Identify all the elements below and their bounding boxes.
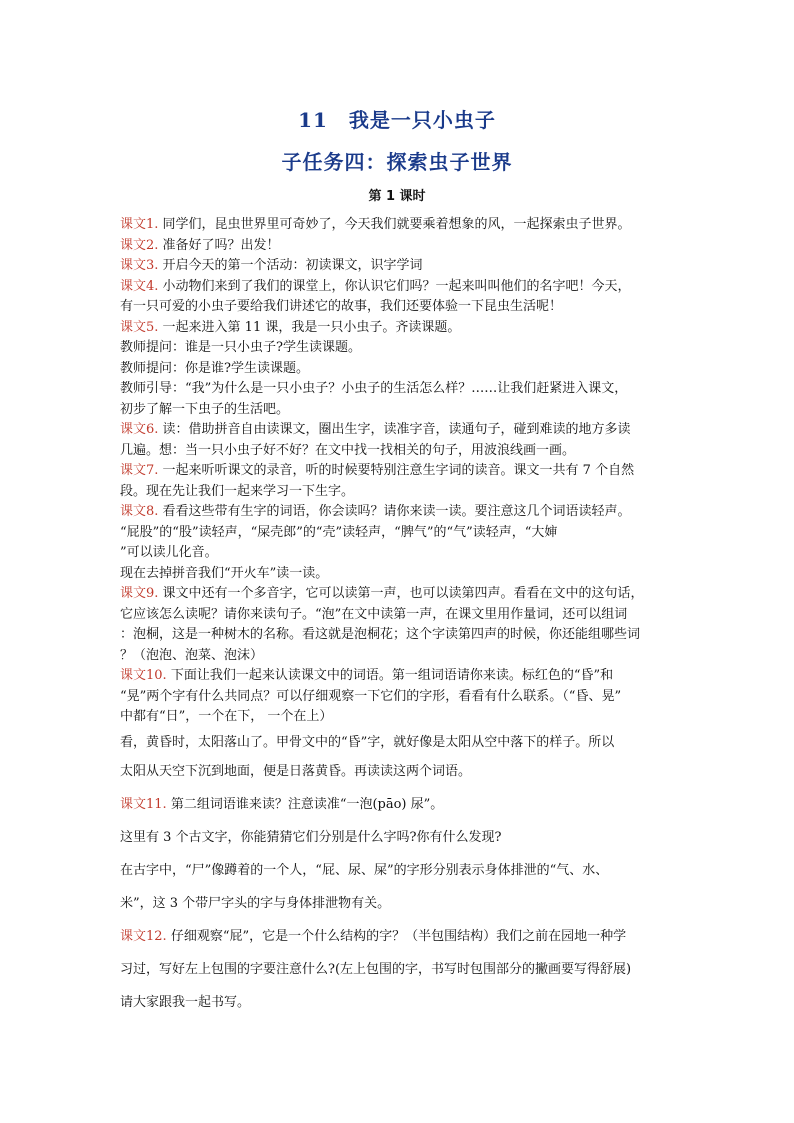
line-text: 看，黄昏时，太阳落山了。甲骨文中的“昏”字，就好像是太阳从空中落下的样子。所以 bbox=[120, 734, 615, 750]
lesson-body bbox=[120, 215, 686, 1017]
paragraph-line bbox=[120, 564, 686, 585]
line-text: 中都有“日”，一个在下， 一个在上） bbox=[120, 709, 333, 724]
line-text: 请大家跟我一起书写。 bbox=[120, 994, 251, 1010]
line-text: 现在去掉拼音我们“开火车”读一读。 bbox=[120, 565, 329, 581]
section-label: 课文4. bbox=[120, 278, 159, 294]
line-text: 这里有 3 个古文字，你能猜猜它们分别是什么字吗?你有什么发现? bbox=[120, 829, 502, 845]
paragraph-line bbox=[120, 757, 686, 786]
section-label: 课文6. bbox=[120, 422, 159, 437]
line-text: 第二组词语谁来读？注意读准“一泡(pāo) 尿”。 bbox=[166, 796, 444, 812]
section-label: 课文9. bbox=[120, 586, 159, 601]
paragraph-line bbox=[120, 277, 686, 298]
line-text: 它应该怎么读呢？请你来读句子。“泡”在文中读第一声，在课文里用作量词，还可以组词 bbox=[120, 606, 628, 622]
paragraph-line bbox=[120, 523, 686, 544]
paragraph-line bbox=[120, 461, 686, 482]
paragraph-line bbox=[120, 379, 686, 400]
paragraph-line bbox=[120, 889, 686, 918]
line-text: ”可以读儿化音。 bbox=[120, 545, 218, 560]
line-text: 下面让我们一起来认读课文中的词语。第一组词语请你来读。标红色的“昏”和 bbox=[166, 668, 614, 683]
paragraph-line bbox=[120, 338, 686, 359]
line-text: 同学们，昆虫世界里可奇妙了，今天我们就要乘着想象的风，一起探索虫子世界。 bbox=[158, 217, 631, 232]
section-label: 课文1. bbox=[120, 217, 159, 232]
line-text: 仔细观察“屁”，它是一个什么结构的字？（半包围结构）我们之前在园地一种学 bbox=[166, 928, 627, 944]
line-text: 段。现在先让我们一起来学习一下生字。 bbox=[120, 483, 355, 499]
line-text: 准备好了吗？出发！ bbox=[158, 237, 280, 253]
line-text: ？（泡泡、泡菜、泡沫） bbox=[120, 647, 264, 663]
paragraph-line bbox=[120, 584, 686, 605]
paragraph-line bbox=[120, 215, 686, 236]
line-text: 开启今天的第一个活动：初读课文，识字学词 bbox=[158, 258, 423, 273]
paragraph-line bbox=[120, 666, 686, 687]
paragraph-line bbox=[120, 502, 686, 523]
paragraph-line bbox=[120, 318, 686, 339]
paragraph-line bbox=[120, 728, 686, 757]
paragraph-line bbox=[120, 420, 686, 441]
line-text: 读：借助拼音自由读课文，圈出生字，读准字音，读通句子，碰到难读的地方多读 bbox=[158, 422, 631, 437]
paragraph-line bbox=[120, 482, 686, 503]
line-text: 看看这些带有生字的词语，你会读吗？请你来读一读。要注意这几个词语读轻声。 bbox=[158, 504, 631, 519]
paragraph-line bbox=[120, 605, 686, 626]
paragraph-line bbox=[120, 646, 686, 667]
line-text: 在古字中，“尸”像蹲着的一个人，“屁、尿、屎”的字形分别表示身体排泄的“气、水、 bbox=[120, 862, 609, 878]
section-label: 课文10. bbox=[120, 668, 167, 683]
paragraph-line bbox=[120, 687, 686, 708]
paragraph-line bbox=[120, 359, 686, 380]
line-text: ：泡桐，这是一种树木的名称。看这就是泡桐花；这个字读第四声的时候，你还能组哪些词 bbox=[120, 627, 641, 642]
section-label: 课文7. bbox=[120, 463, 159, 478]
paragraph-line bbox=[120, 707, 686, 728]
task-title: 子任务四：探索虫子世界 bbox=[281, 150, 513, 174]
paragraph-line bbox=[120, 543, 686, 564]
line-text: 一起来听听课文的录音，听的时候要特别注意生字词的读音。课文一共有 7 个自然 bbox=[158, 463, 635, 478]
line-text: 教师提问：谁是一只小虫子?学生读课题。 bbox=[120, 340, 361, 355]
paragraph-line bbox=[120, 236, 686, 257]
paragraph-line bbox=[120, 823, 686, 852]
line-text: 教师提问：你是谁?学生读课题。 bbox=[120, 360, 309, 376]
period-heading: 第 1 课时 bbox=[368, 189, 426, 204]
line-text: 太阳从天空下沉到地面，便是日落黄昏。再读读这两个词语。 bbox=[120, 763, 472, 779]
line-text: 小动物们来到了我们的课堂上，你认识它们吗？一起来叫叫他们的名字吧！今天， bbox=[158, 278, 631, 294]
section-label: 课文8. bbox=[120, 504, 159, 519]
line-text: 几遍。想：当一只小虫子好不好？在文中找一找相关的句子，用波浪线画一画。 bbox=[120, 442, 576, 458]
lesson-title: 11 我是一只小虫子 bbox=[298, 108, 496, 132]
line-text: 习过，写好左上包围的字要注意什么?(左上包围的字，书写时包围部分的撇画要写得舒展) bbox=[120, 961, 632, 977]
paragraph-line bbox=[120, 625, 686, 646]
line-text: 米”，这 3 个带尸字头的字与身体排泄物有关。 bbox=[120, 895, 391, 911]
paragraph-line bbox=[120, 400, 686, 421]
paragraph-line bbox=[120, 922, 686, 951]
section-label: 课文2. bbox=[120, 237, 159, 253]
line-text: 初步了解一下虫子的生活吧。 bbox=[120, 401, 290, 417]
line-text: 课文中还有一个多音字，它可以读第一声，也可以读第四声。看看在文中的这句话， bbox=[158, 586, 644, 601]
paragraph-line bbox=[120, 256, 686, 277]
line-text: “晃”两个字有什么共同点？可以仔细观察一下它们的字形，看看有什么联系。（“昏、晃” bbox=[120, 688, 622, 704]
line-text: 一起来进入第 11 课，我是一只小虫子。齐读课题。 bbox=[158, 319, 461, 335]
line-text: 教师引导：“我”为什么是一只小虫子？小虫子的生活怎么样？……让我们赶紧进入课文， bbox=[120, 381, 628, 396]
paragraph-line bbox=[120, 856, 686, 885]
section-label: 课文3. bbox=[120, 258, 159, 273]
paragraph-line bbox=[120, 441, 686, 462]
section-label: 课文12. bbox=[120, 928, 167, 944]
paragraph-line bbox=[120, 790, 686, 819]
paragraph-line bbox=[120, 297, 686, 318]
line-text: 有一只可爱的小虫子要给我们讲述它的故事，我们还要体验一下昆虫生活呢！ bbox=[120, 299, 563, 314]
paragraph-line bbox=[120, 988, 686, 1017]
section-label: 课文11. bbox=[120, 796, 167, 812]
paragraph-line bbox=[120, 955, 686, 984]
section-label: 课文5. bbox=[120, 319, 159, 335]
line-text: “屁股”的“股”读轻声，“屎壳郎”的“壳”读轻声，“脾气”的“气”读轻声，“大婶 bbox=[120, 524, 558, 540]
